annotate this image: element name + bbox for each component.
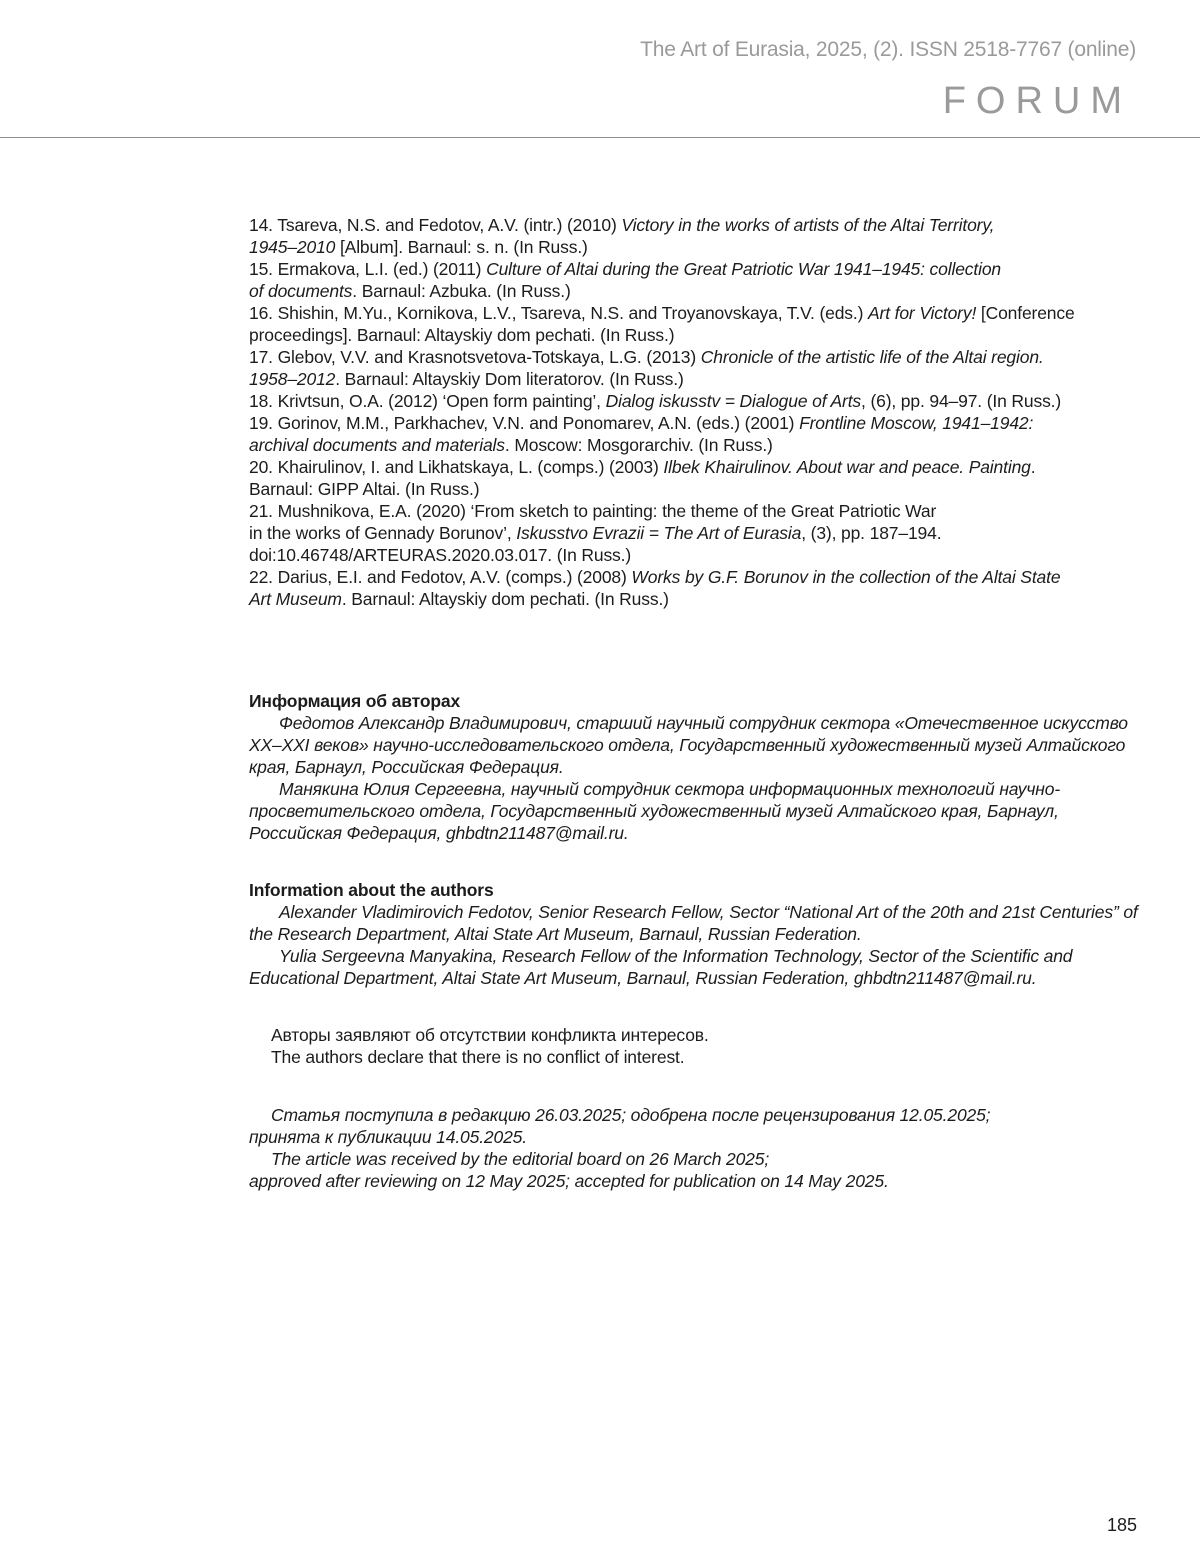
ref-text: . Barnaul: Azbuka. (In Russ.) [352, 281, 571, 301]
ref-text: . Barnaul: Altayskiy Dom literatorov. (In Russ.) [335, 369, 684, 389]
reference-16 [249, 302, 1149, 346]
ref-text: [Album]. Barnaul: s. n. (In Russ.) [335, 237, 588, 257]
reference-22 [249, 566, 1149, 610]
reference-18 [249, 390, 1149, 412]
ref-text: 19. Gorinov, M.M., Parkhachev, V.N. and Ponomarev, A.N. (eds.) (2001) [249, 413, 800, 433]
author-fedotov-en: Alexander Vladimirovich Fedotov, Senior Research Fellow, Sector “National Art of the 20th and 21st Centuries” of the Research Department, Altai State Art Museum, Barnaul, Russian Federation. [249, 902, 1138, 944]
dates-en-line1: The article was received by the editorial board on 26 March 2025; [271, 1149, 770, 1169]
ref-title: Frontline Moscow, 1941–1942: [799, 413, 1034, 433]
ref-title: 1958–2012 [249, 369, 336, 389]
ref-title: Culture of Altai during the Great Patriotic War 1941–1945: collection [486, 259, 1002, 279]
ref-text: 15. Ermakova, L.I. (ed.) (2011) [249, 259, 487, 279]
article-dates [249, 1104, 1149, 1192]
ref-title: Art for Victory! [868, 303, 977, 323]
journal-citation: The Art of Eurasia, 2025, (2). ISSN 2518-7767 (online) [640, 38, 1136, 61]
ref-title: Iskusstvo Evrazii = The Art of Eurasia [516, 523, 802, 543]
ref-text: , (3), pp. 187–194. [801, 523, 942, 543]
ref-text: 17. Glebov, V.V. and Krasnotsvetova-Totskaya, L.G. (2013) [249, 347, 701, 367]
ref-text: . Moscow: Mosgorarchiv. (In Russ.) [504, 435, 773, 455]
ref-text: in the works of Gennady Borunov’, [249, 523, 517, 543]
reference-20 [249, 456, 1149, 500]
author-manyakina-en: Yulia Sergeevna Manyakina, Research Fellow of the Information Technology, Sector of the Scientific and Educational Department, Altai State Art Museum, Barnaul, Russian Federation, ghbdtn211487@mail.ru. [249, 946, 1073, 988]
conflict-statement [249, 1024, 1171, 1068]
dates-ru-line1: Статья поступила в редакцию 26.03.2025; одобрена после рецензирования 12.05.2025; [271, 1105, 991, 1125]
authors-info-ru [249, 690, 1149, 844]
conflict-en: The authors declare that there is no conflict of interest. [271, 1047, 685, 1067]
authors-info-en [249, 879, 1149, 989]
authors-heading-ru: Информация об авторах [249, 691, 461, 711]
ref-title: Ilbek Khairulinov. About war and peace. Painting [663, 457, 1031, 477]
ref-text: 16. Shishin, M.Yu., Kornikova, L.V., Tsareva, N.S. and Troyanovskaya, T.V. (eds.) [249, 303, 869, 323]
ref-text: . [1030, 457, 1036, 477]
ref-title: Chronicle of the artistic life of the Altai region. [700, 347, 1044, 367]
dates-en-line2: approved after reviewing on 12 May 2025; accepted for publication on 14 May 2025. [249, 1171, 889, 1191]
authors-heading-en: Information about the authors [249, 880, 494, 900]
header-divider [0, 137, 1200, 138]
ref-title: Victory in the works of artists of the Altai Territory, [621, 215, 995, 235]
reference-14 [249, 214, 1149, 258]
ref-title: 1945–2010 [249, 237, 336, 257]
ref-text: 20. Khairulinov, I. and Likhatskaya, L. (comps.) (2003) [249, 457, 664, 477]
dates-ru-line2: принята к публикации 14.05.2025. [249, 1127, 527, 1147]
ref-title: of documents [249, 281, 353, 301]
ref-text: , (6), pp. 94–97. (In Russ.) [861, 391, 1062, 411]
ref-text: 21. Mushnikova, E.A. (2020) ‘From sketch to painting: the theme of the Great Patriotic War [249, 501, 937, 521]
ref-text: 14. Tsareva, N.S. and Fedotov, A.V. (intr.) (2010) [249, 215, 622, 235]
reference-21 [249, 500, 1149, 566]
ref-text: 22. Darius, E.I. and Fedotov, A.V. (comps.) (2008) [249, 567, 632, 587]
reference-15 [249, 258, 1149, 302]
section-title: FORUM [942, 80, 1132, 122]
ref-text: proceedings]. Barnaul: Altayskiy dom pechati. (In Russ.) [249, 325, 675, 345]
ref-text: [Conference [976, 303, 1075, 323]
ref-title: Dialog iskusstv = Dialogue of Arts [605, 391, 862, 411]
ref-title: archival documents and materials [249, 435, 505, 455]
ref-text: Barnaul: GIPP Altai. (In Russ.) [249, 479, 480, 499]
author-manyakina-ru: Манякина Юлия Сергеевна, научный сотрудник сектора информационных технологий научно-просветительского отдела, Государственный художественный музей Алтайского края, Барнаул, Российская Федерация, ghbdtn211487@mail.ru. [249, 779, 1061, 843]
reference-list [249, 214, 1149, 610]
page-number: 185 [1106, 1515, 1137, 1535]
author-fedotov-ru: Федотов Александр Владимирович, старший научный сотрудник сектора «Отечественное искусство XX–XXI веков» научно-исследовательского отдела, Государственный художественный музей Алтайского края, Барнаул, Российская Федерация. [249, 713, 1128, 777]
reference-17 [249, 346, 1149, 390]
reference-19 [249, 412, 1149, 456]
ref-doi: doi:10.46748/ARTEURAS.2020.03.017. (In Russ.) [249, 545, 632, 565]
ref-title: Works by G.F. Borunov in the collection of the Altai State [631, 567, 1061, 587]
ref-text: 18. Krivtsun, O.A. (2012) ‘Open form painting’, [249, 391, 606, 411]
ref-text: . Barnaul: Altayskiy dom pechati. (In Russ.) [341, 589, 669, 609]
conflict-ru: Авторы заявляют об отсутствии конфликта интересов. [271, 1025, 709, 1045]
ref-title: Art Museum [249, 589, 342, 609]
